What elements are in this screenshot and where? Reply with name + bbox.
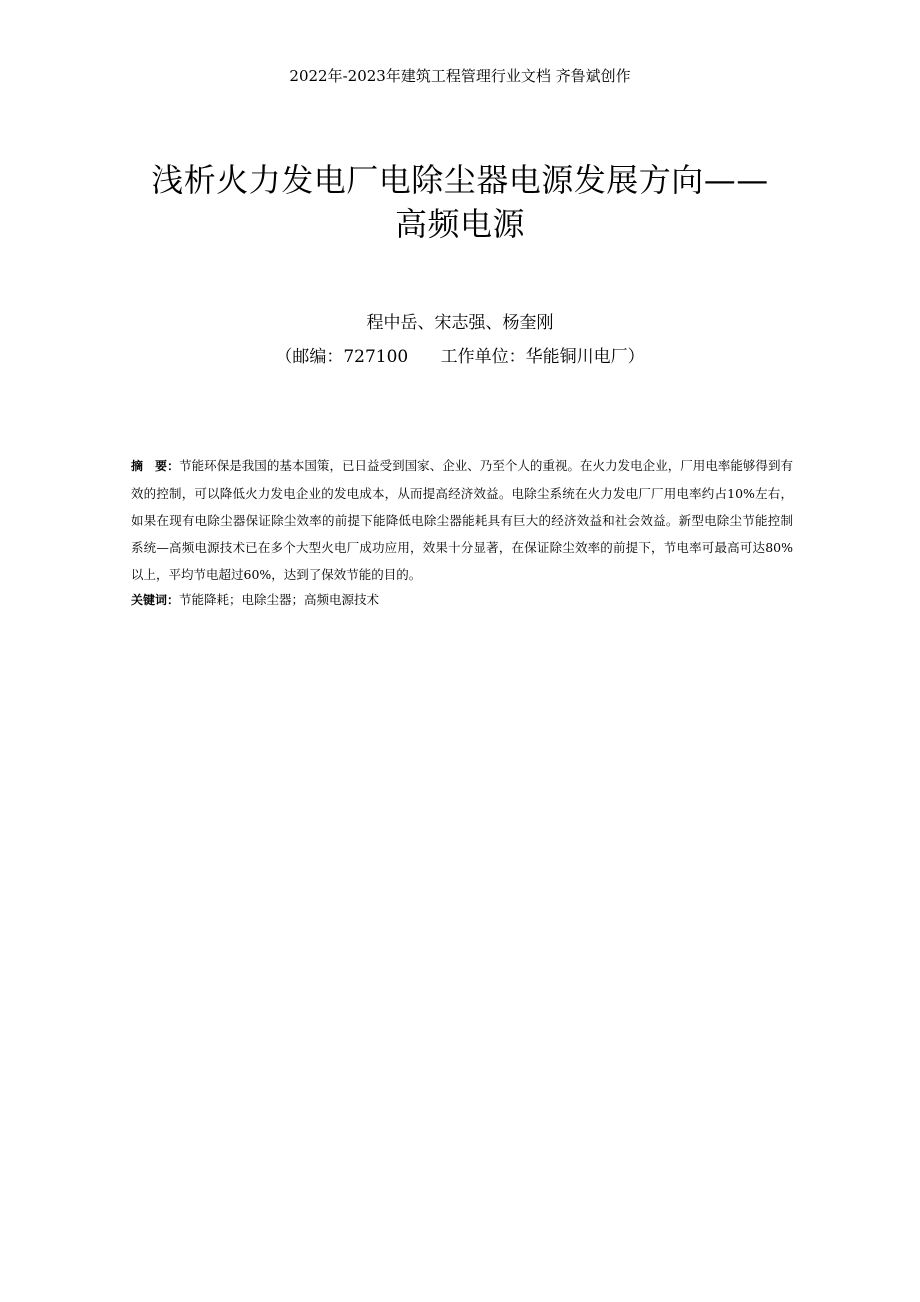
keywords <box>131 588 793 612</box>
title-line-2: 高频电源 <box>394 205 525 243</box>
keywords-text: 节能降耗；电除尘器；高频电源技术 <box>179 592 380 607</box>
abstract <box>131 452 793 588</box>
keywords-label: 关键词： <box>131 593 180 607</box>
page-header: 2022年-2023年建筑工程管理行业文档 齐鲁斌创作 <box>289 67 631 85</box>
affiliation: （邮编：727100 工作单位：华能铜川电厂） <box>275 347 645 367</box>
abstract-label: 摘 要： <box>131 459 180 473</box>
abstract-text: 节能环保是我国的基本国策，已日益受到国家、企业、乃至个人的重视。在火力发电企业，厂用电率能够得到有效的控制，可以降低火力发电企业的发电成本，从而提高经济效益。电除尘系统在火力发电厂厂用电率约占10%左右，如果在现有电除尘器保证除尘效率的前提下能降低电除尘器能耗具有巨大的经济效益和社会效益。新型电除尘节能控制系统—高频电源技术已在多个大型火电厂成功应用，效果十分显著，在保证除尘效率的前提下，节电率可最高可达80%以上，平均节电超过60%，达到了保效节能的目的。 <box>131 458 793 582</box>
document-title <box>110 158 810 246</box>
authors: 程中岳、宋志强、杨奎刚 <box>366 313 554 333</box>
title-line-1: 浅析火力发电厂电除尘器电源发展方向—— <box>151 161 769 199</box>
